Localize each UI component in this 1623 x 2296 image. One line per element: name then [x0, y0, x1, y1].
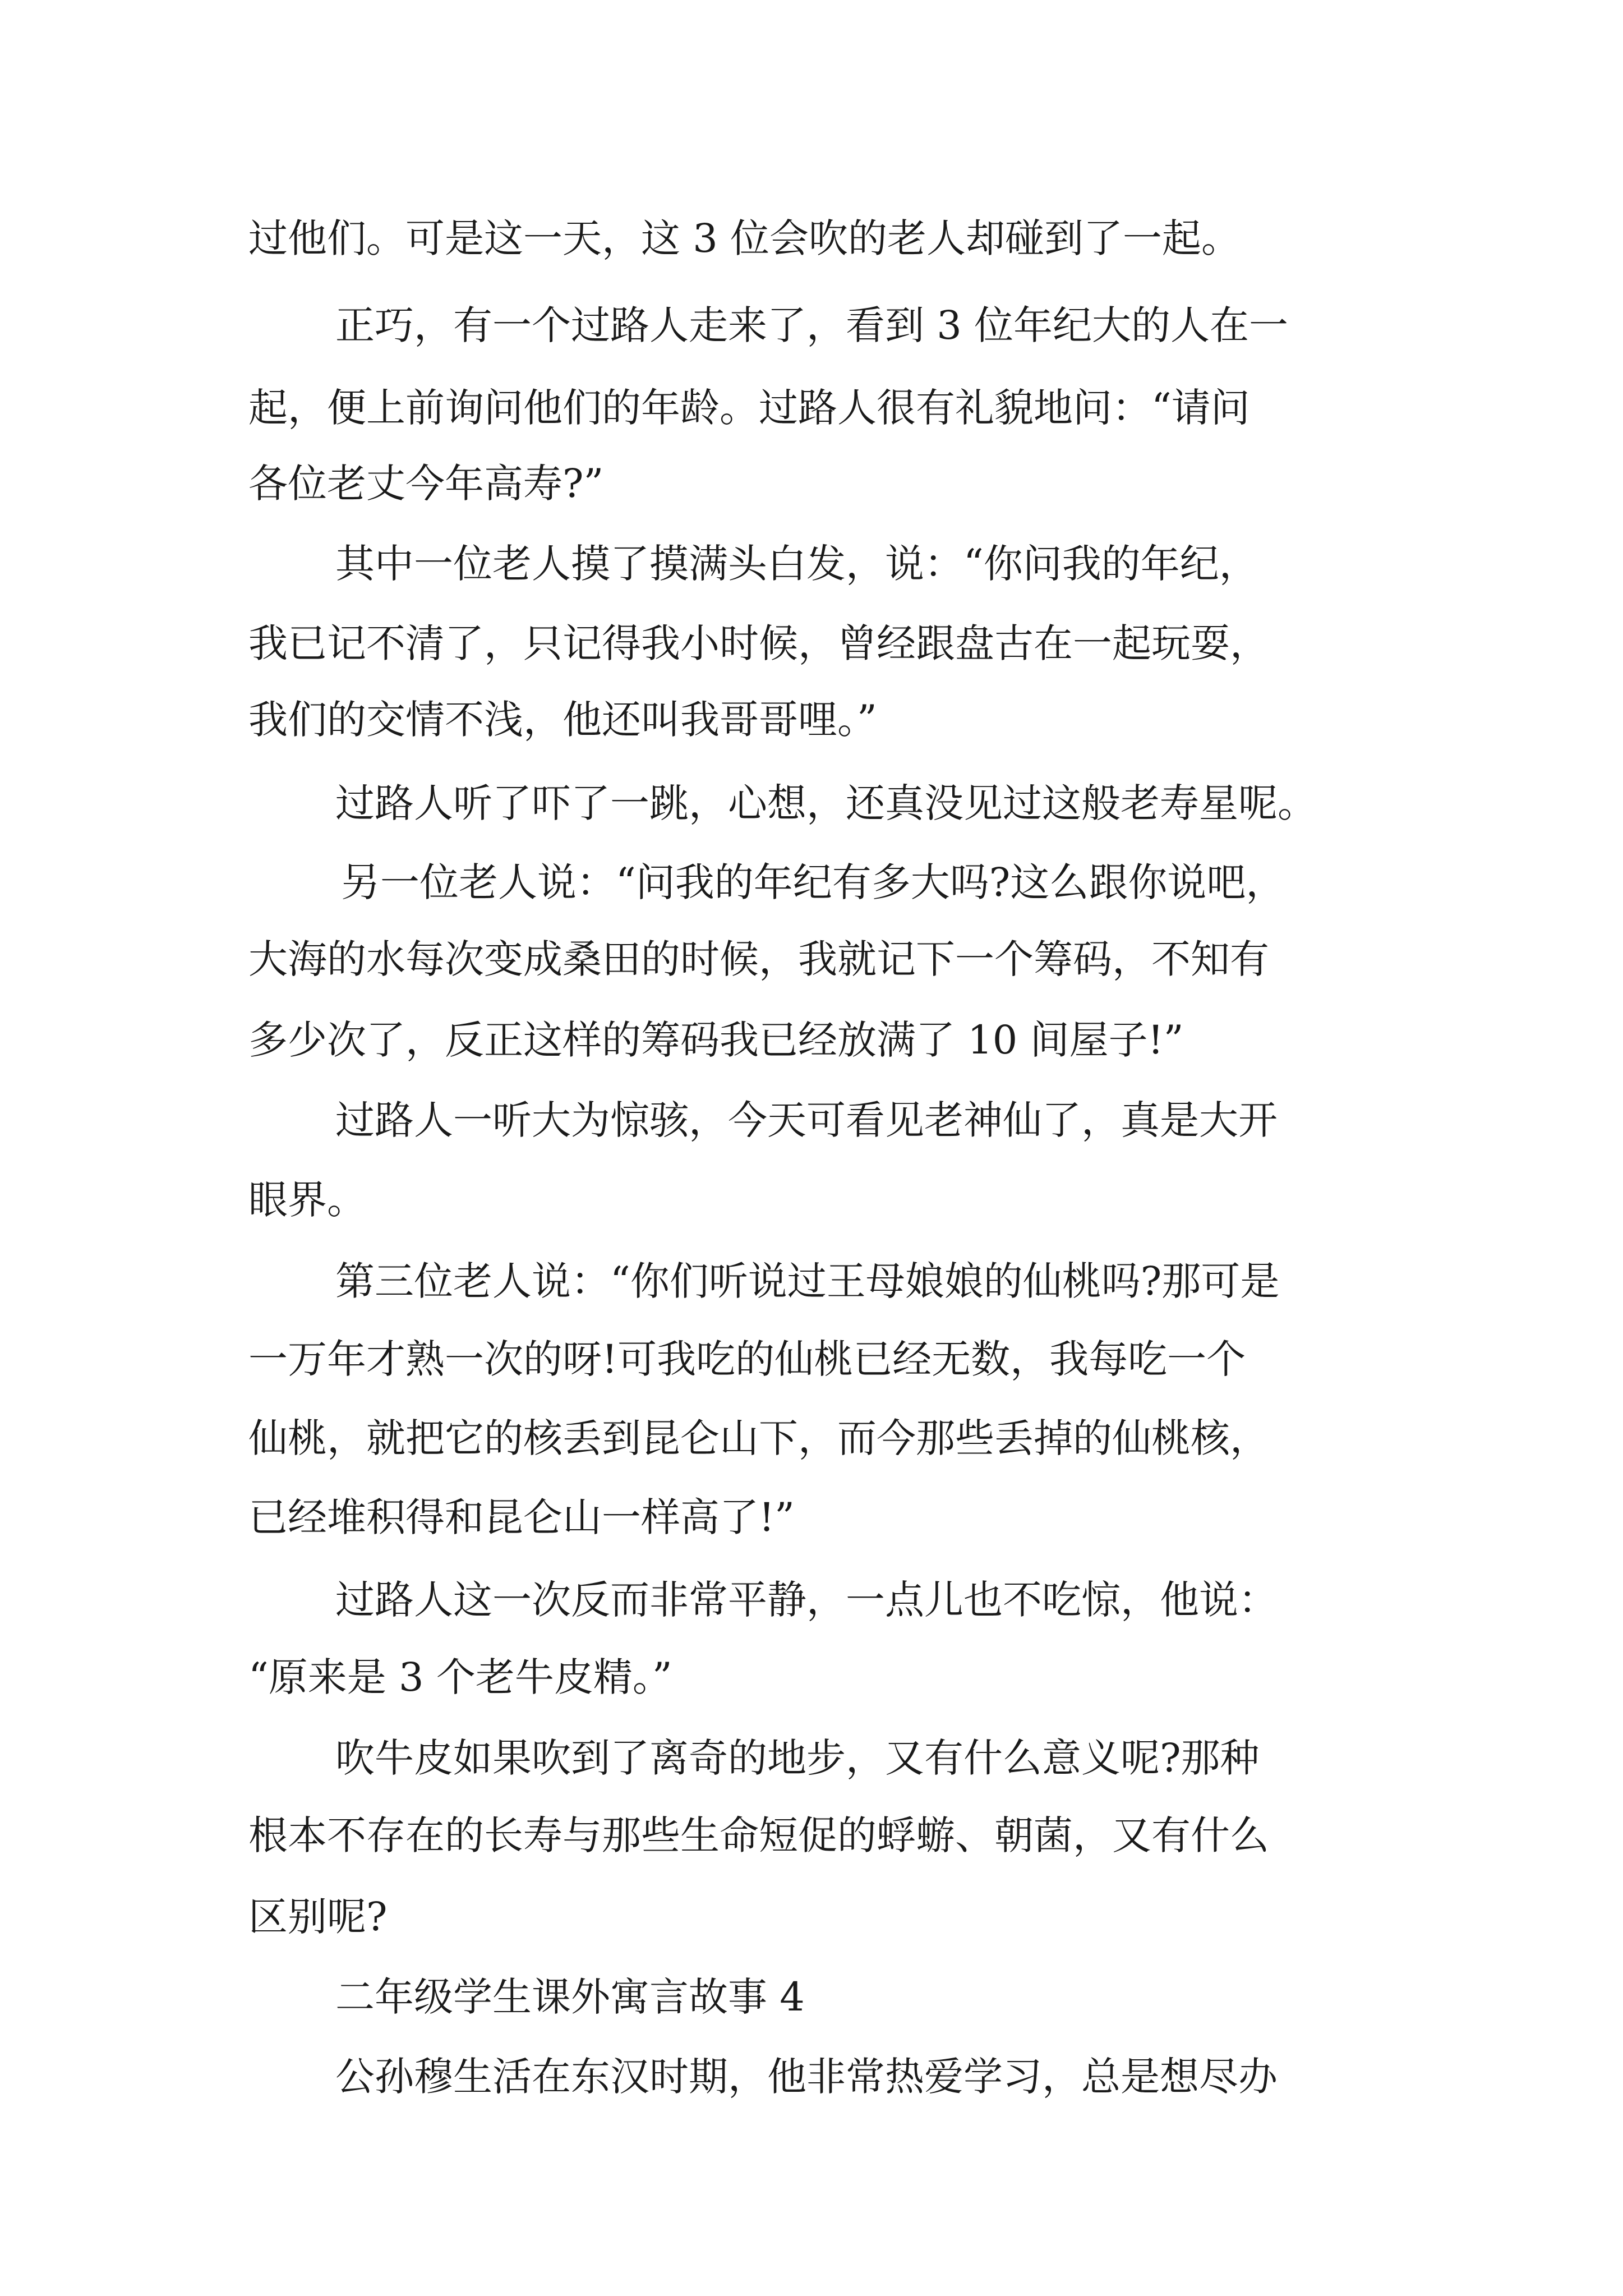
text-line: 仙桃，就把它的核丢到昆仑山下，而今那些丢掉的仙桃核，: [248, 1415, 1269, 1461]
text-line: 其中一位老人摸了摸满头白发，说：“你问我的年纪，: [335, 541, 1258, 587]
text-line: 我已记不清了，只记得我小时候，曾经跟盘古在一起玩耍，: [248, 620, 1269, 666]
text-line: “原来是 3 个老牛皮精。”: [248, 1654, 672, 1700]
text-line: 另一位老人说：“问我的年纪有多大吗?这么跟你说吧，: [341, 859, 1285, 905]
text-line: 过路人听了吓了一跳，心想，还真没见过这般老寿星呢。: [335, 780, 1317, 826]
text-line: 过路人这一次反而非常平静，一点儿也不吃惊，他说：: [335, 1577, 1278, 1623]
text-line: 根本不存在的长寿与那些生命短促的蜉蝣、朝菌，又有什么: [248, 1812, 1269, 1858]
text-line: 第三位老人说：“你们听说过王母娘娘的仙桃吗?那可是: [335, 1258, 1280, 1304]
text-line: 大海的水每次变成桑田的时候，我就记下一个筹码，不知有: [248, 936, 1269, 982]
text-line: 我们的交情不浅，他还叫我哥哥哩。”: [248, 697, 877, 743]
text-line: 眼界。: [248, 1177, 366, 1223]
section-heading: 二年级学生课外寓言故事 4: [335, 1974, 805, 2020]
text-line: 吹牛皮如果吹到了离奇的地步，又有什么意义呢?那种: [335, 1735, 1260, 1781]
text-line: 正巧，有一个过路人走来了，看到 3 位年纪大的人在一: [335, 302, 1289, 348]
text-line: 一万年才熟一次的呀!可我吃的仙桃已经无数，我每吃一个: [248, 1336, 1246, 1382]
text-line: 各位老丈今年高寿?”: [248, 461, 604, 507]
text-line: 起，便上前询问他们的年龄。过路人很有礼貌地问：“请问: [248, 385, 1250, 431]
text-line: 多少次了，反正这样的筹码我已经放满了 10 间屋子!”: [248, 1017, 1184, 1063]
text-line: 已经堆积得和昆仑山一样高了!”: [248, 1494, 795, 1540]
text-line: 公孙穆生活在东汉时期，他非常热爱学习，总是想尽办: [335, 2054, 1278, 2100]
text-line: 过路人一听大为惊骇，今天可看见老神仙了，真是大开: [335, 1097, 1278, 1143]
text-line: 区别呢?: [248, 1894, 388, 1940]
text-line: 过他们。可是这一天，这 3 位会吹的老人却碰到了一起。: [248, 215, 1241, 261]
